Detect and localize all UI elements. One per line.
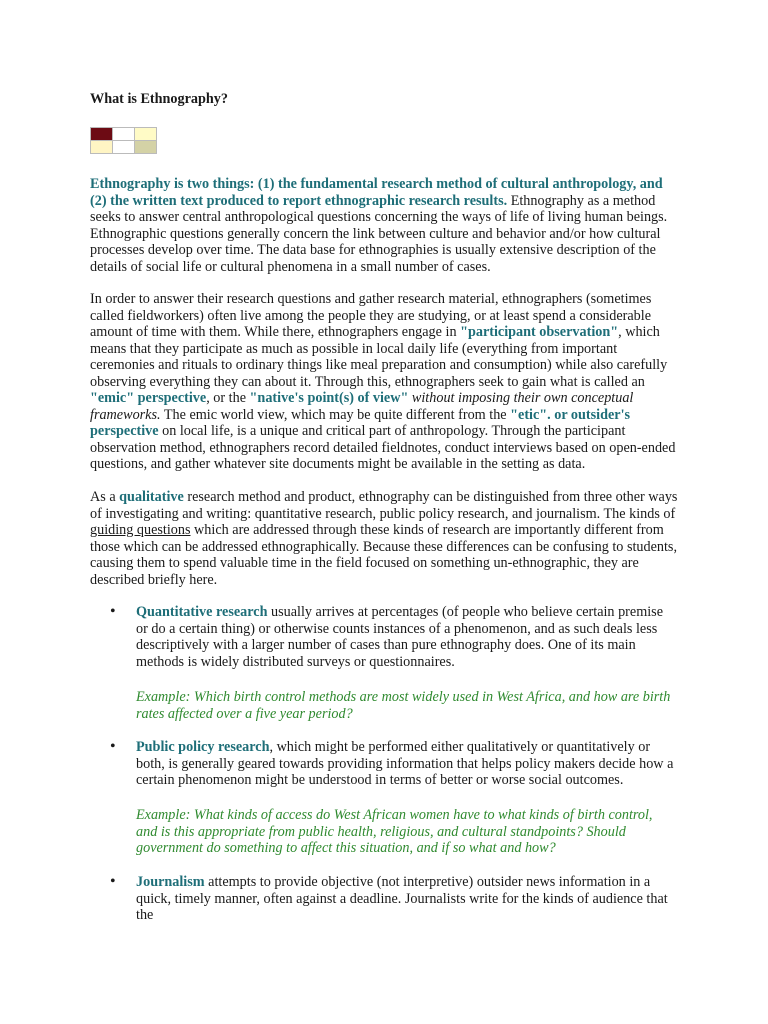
- swatch-cell: [113, 128, 135, 141]
- example-text: Example: Which birth control methods are most widely used in West Africa, and how are birth rates affected over a five year period?: [136, 689, 671, 722]
- term-etic: "etic". or outsider's perspective: [90, 406, 631, 439]
- text-run: , or the: [206, 390, 250, 406]
- definition-text: Ethnography as a method seeks to answer central anthropological questions concerning the ways of life of living human beings. Ethnographic questions generally concern the link between culture and behavior and/or how cultural processes develop over time. The data base for ethnographies is usually extensive description of the details of social life or cultural phenomena in a small number of cases.: [90, 192, 668, 275]
- term-journalism: Journalism: [136, 874, 205, 890]
- swatch-cell: [135, 128, 157, 141]
- list-item-text: [136, 739, 676, 789]
- swatch-cell: [135, 141, 157, 154]
- list-item-text: [136, 604, 676, 670]
- term-qualitative: qualitative: [119, 489, 184, 505]
- text-run: As a: [90, 489, 120, 505]
- text-run: on local life, is a unique and critical part of anthropology. Through the participant observation method, ethnographers record detailed fieldnotes, conduct interviews based on open-ended questions, and gather whatever site documents might be available in the setting as data.: [90, 423, 676, 472]
- text-run: attempts to provide objective (not interpretive) outsider news information in a quick, timely manner, often against a deadline. Journalists write for the kinds of audience that the: [136, 874, 668, 923]
- bullet: •: [110, 738, 116, 755]
- bullet: •: [110, 603, 116, 620]
- bullet: •: [110, 873, 116, 890]
- paragraph-comparison: [90, 489, 678, 588]
- color-swatch-grid: [90, 127, 157, 154]
- italic-text: without imposing their own conceptual frameworks.: [90, 390, 634, 423]
- swatch-cell: [91, 141, 113, 154]
- text-run: The emic world view, which may be quite different from the: [160, 406, 511, 423]
- term-quantitative-research: Quantitative research: [136, 604, 268, 620]
- term-public-policy-research: Public policy research: [136, 739, 270, 755]
- guiding-questions-link[interactable]: guiding questions: [90, 522, 191, 538]
- term-emic: "emic" perspective: [90, 390, 207, 406]
- text-run: In order to answer their research questions and gather research material, ethnographers (sometimes called fieldworkers) often live among the people they are studying, or at least spend a considerable amount of time with them. While there, ethnographers engage in: [90, 291, 652, 340]
- example-text: Example: What kinds of access do West African women have to what kinds of birth control, and is this appropriate from public health, religious, and cultural standpoints? Should government do something to affect this situation, and if so what and how?: [136, 807, 653, 856]
- swatch-cell: [113, 141, 135, 154]
- paragraph-fieldwork: [90, 291, 678, 473]
- paragraph-definition: [90, 176, 678, 275]
- definition-lead: Ethnography is two things: (1) the fundamental research method of cultural anthropology, and (2) the written text produced to report ethnographic research results.: [90, 176, 663, 209]
- term-participant-observation: "participant observation": [460, 324, 619, 340]
- text-run: which are addressed through these kinds of research are importantly different from those which can be addressed ethnographically. Because these differences can be confusing to students, causing them to spend valuable time in the field focused on something un-ethnographic, they are described briefly here.: [90, 522, 677, 588]
- text-run: , which might be performed either qualitatively or quantitatively or both, is generally geared towards providing information that helps policy makers decide how a certain phenomenon might be understood in terms of better or worse social outcomes.: [136, 739, 674, 788]
- swatch-cell: [91, 128, 113, 141]
- list-item-text: [136, 874, 676, 924]
- page-title: What is Ethnography?: [90, 91, 228, 107]
- term-natives-point-of-view: "native's point(s) of view": [249, 390, 409, 406]
- text-run: research method and product, ethnography can be distinguished from three other ways of investigating and writing: quantitative research, public policy research, and journalism. The kinds of: [90, 489, 678, 522]
- text-run: , which means that they participate as much as possible in local daily life (everything from important ceremonies and rituals to ordinary things like meal preparation and consumption) while also carefully observing everything they can about it. Through this, ethnographers seek to gain what is called an: [90, 324, 668, 390]
- text-run: usually arrives at percentages (of people who believe certain premise or do a certain thing) or otherwise counts instances of a phenomenon, and as such deals less descriptively with a larger number of cases than pure ethnography does. One of its main methods is widely distributed surveys or questionnaires.: [136, 604, 663, 670]
